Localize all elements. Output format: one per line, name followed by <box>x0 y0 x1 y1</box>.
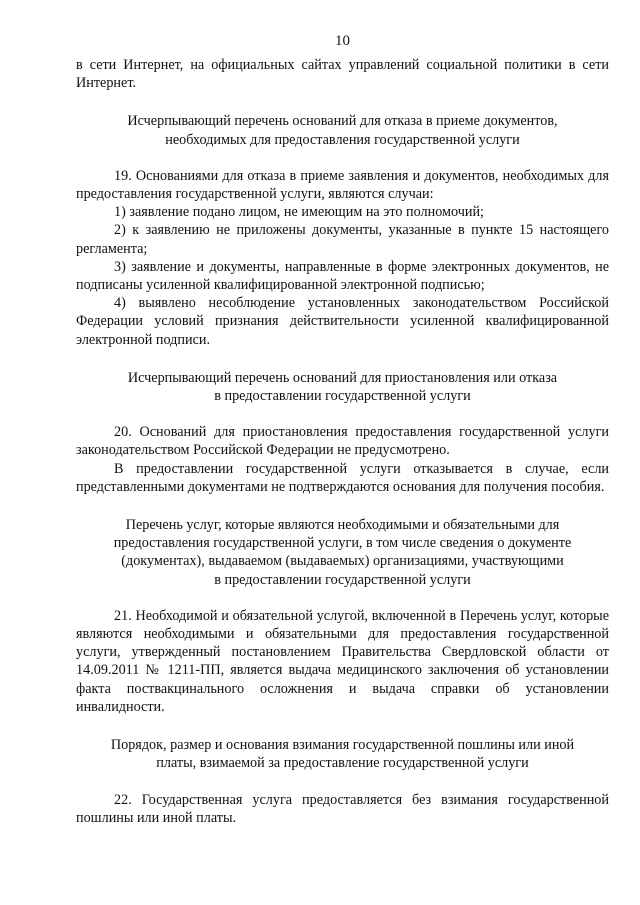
paragraph-19: 19. Основаниями для отказа в приеме заявления и документов, необходимых для предоставления государственной услуги, являются случаи: <box>76 167 609 203</box>
list-item: 4) выявлено несоблюдение установленных законодательством Российской Федерации условий признания действительности усиленной квалифицированной электронной подписи. <box>76 295 609 348</box>
section-heading-line: необходимых для предоставления государственной услуги <box>165 131 520 148</box>
list-item: 3) заявление и документы, направленные в форме электронных документов, не подписаны усиленной квалифицированной электронной подписью; <box>76 258 609 294</box>
document-page <box>76 32 609 827</box>
section-refusal-reception <box>76 112 609 348</box>
list-item: 1) заявление подано лицом, не имеющим на это полномочий; <box>114 204 484 221</box>
list-item: 2) к заявлению не приложены документы, указанные в пункте 15 настоящего регламента; <box>76 222 609 257</box>
paragraph-20: 20. Оснований для приостановления предоставления государственной услуги законодательством Российской Федерации не предусмотрено. <box>76 424 609 459</box>
paragraph-20-refusal: В предоставлении государственной услуги отказывается в случае, если представленными документами не подтверждаются основания для получения пособия. <box>76 460 609 495</box>
section-required-services <box>76 516 609 716</box>
section-heading-line: Исчерпывающий перечень оснований для отказа в приеме документов, <box>127 113 558 130</box>
page-number: 10 <box>335 33 350 49</box>
section-state-fee <box>76 736 609 827</box>
section-suspension-refusal <box>76 369 609 496</box>
section-heading-line: предоставления государственной услуги, в том числе сведения о документе <box>113 535 572 552</box>
intro-paragraph: в сети Интернет, на официальных сайтах управлений социальной политики в сети Интернет. <box>76 57 609 92</box>
section-heading-line: (документах), выдаваемом (выдаваемых) организациями, участвующими <box>121 553 564 570</box>
section-heading-line: Исчерпывающий перечень оснований для приостановления или отказа <box>127 369 558 386</box>
section-heading-line: в предоставлении государственной услуги <box>214 571 471 588</box>
section-heading-line: в предоставлении государственной услуги <box>214 388 471 405</box>
paragraph-21: 21. Необходимой и обязательной услугой, включенной в Перечень услуг, которые являются необходимыми и обязательными для предоставления государственной услуги, утвержденный постановлением Правительства Свердловской области от 14.09.2011 № 1211-ПП, является выдача медицинского заключения об установлении факта поствакцинального осложнения и выдача справки об установлении инвалидности. <box>76 607 609 715</box>
section-heading-line: Порядок, размер и основания взимания государственной пошлины или иной <box>110 737 575 754</box>
paragraph-22: 22. Государственная услуга предоставляется без взимания государственной пошлины или иной платы. <box>76 791 609 826</box>
section-heading-line: Перечень услуг, которые являются необходимыми и обязательными для <box>125 517 560 534</box>
section-heading-line: платы, взимаемой за предоставление государственной услуги <box>156 755 529 772</box>
